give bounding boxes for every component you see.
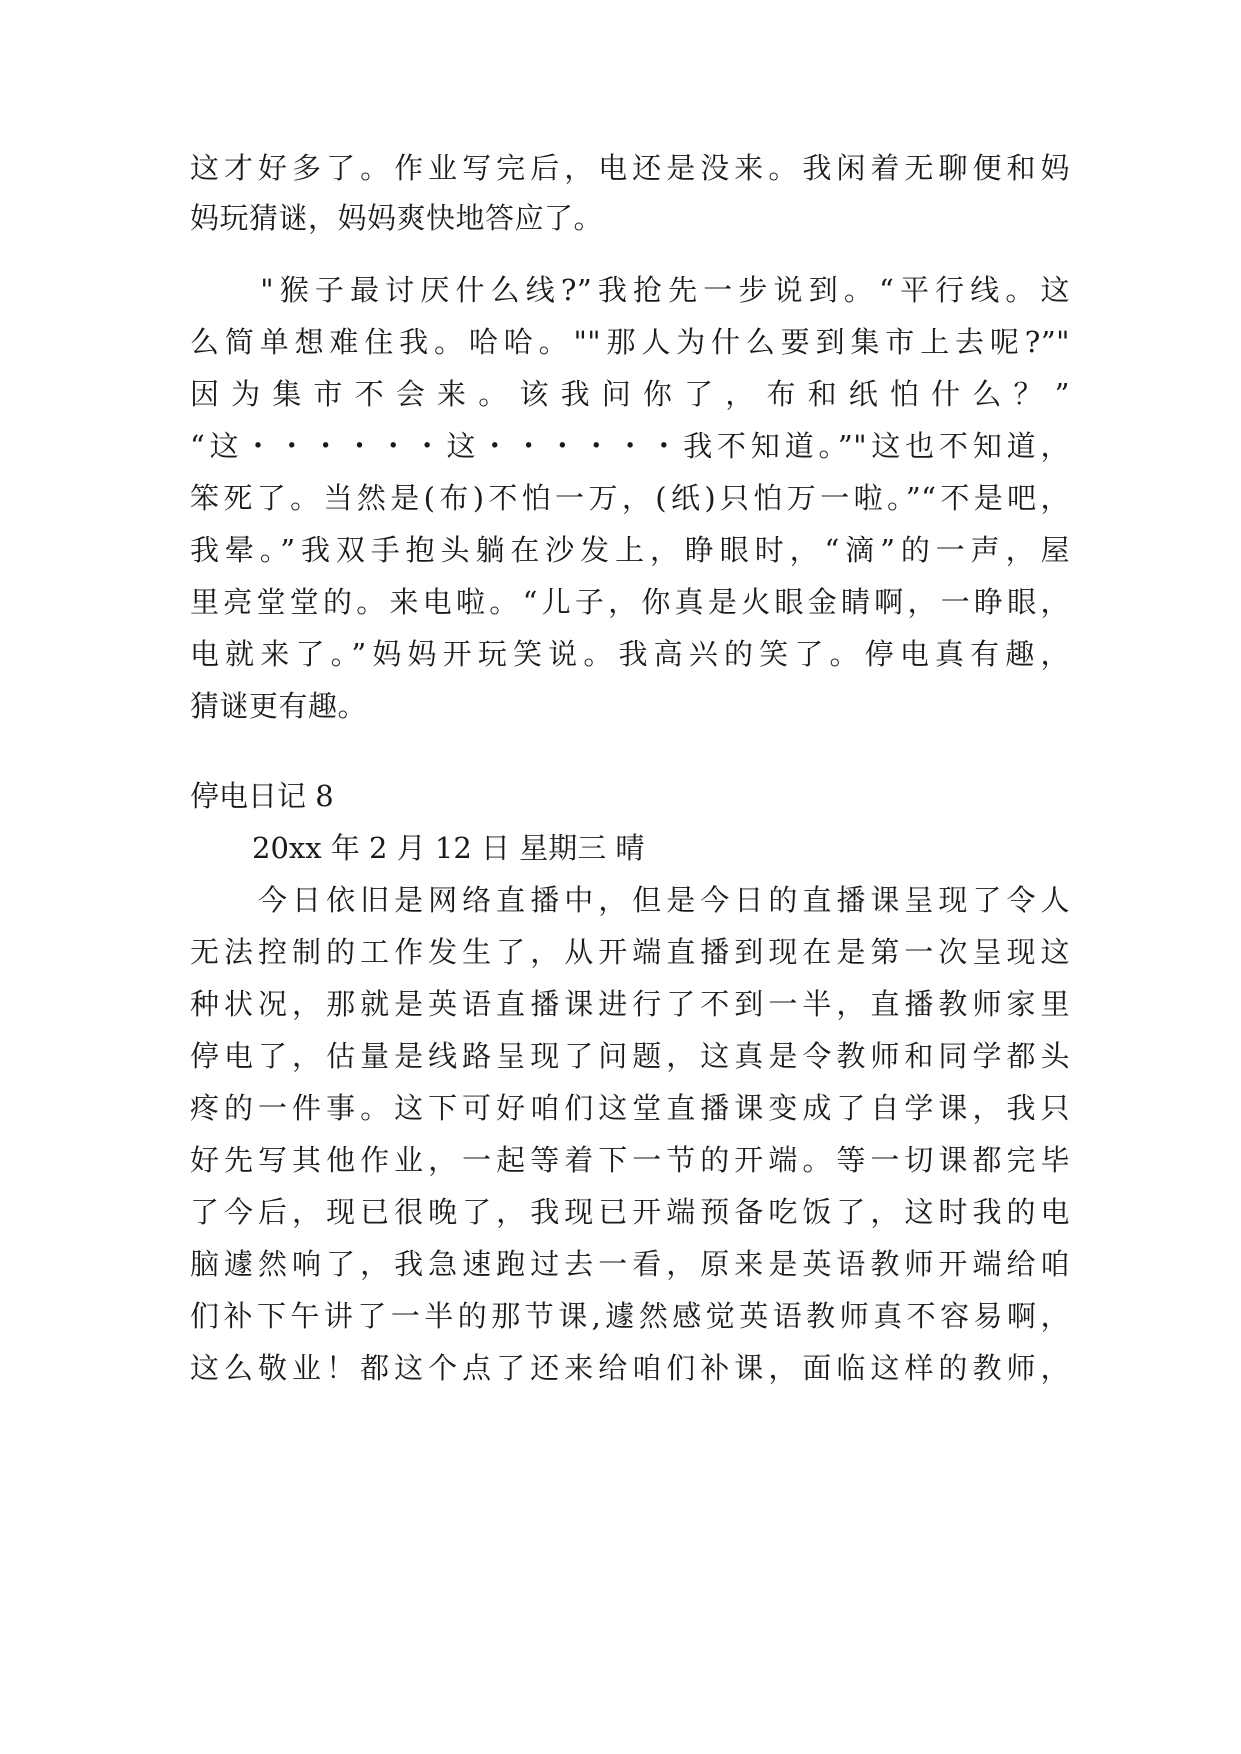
- paragraph-line: 们补下午讲了一半的那节课,遽然感觉英语教师真不容易啊，: [190, 1299, 1070, 1333]
- paragraph-line: 脑遽然响了，我急速跑过去一看，原来是英语教师开端给咱: [190, 1247, 1070, 1281]
- paragraph-line: 疼的一件事。这下可好咱们这堂直播课变成了自学课，我只: [190, 1091, 1070, 1125]
- paragraph-line: 么简单想难住我。哈哈。""那人为什么要到集市上去呢?”": [190, 325, 1070, 359]
- paragraph-line: 这才好多了。作业写完后，电还是没来。我闲着无聊便和妈: [190, 151, 1070, 185]
- paragraph-line: 这么敬业！都这个点了还来给咱们补课，面临这样的教师，: [190, 1351, 1070, 1385]
- paragraph-line: 停电了，估量是线路呈现了问题，这真是令教师和同学都头: [190, 1039, 1070, 1073]
- paragraph-line: 因为集市不会来。该我问你了，布和纸怕什么？”: [190, 377, 1070, 411]
- paragraph-line: 了今后，现已很晚了，我现已开端预备吃饭了，这时我的电: [190, 1195, 1070, 1229]
- paragraph-line: 妈玩猜谜，妈妈爽快地答应了。: [190, 201, 604, 235]
- paragraph-line: 今日依旧是网络直播中，但是今日的直播课呈现了令人: [190, 883, 1070, 917]
- date-line: 20xx 年 2 月 12 日 星期三 晴: [252, 831, 645, 865]
- paragraph-line: 好先写其他作业，一起等着下一节的开端。等一切课都完毕: [190, 1143, 1070, 1177]
- paragraph-line: 种状况，那就是英语直播课进行了不到一半，直播教师家里: [190, 987, 1070, 1021]
- paragraph-line: 无法控制的工作发生了，从开端直播到现在是第一次呈现这: [190, 935, 1070, 969]
- section-title: 停电日记 8: [190, 779, 334, 813]
- paragraph-line: 里亮堂堂的。来电啦。“儿子，你真是火眼金睛啊，一睁眼，: [190, 585, 1070, 619]
- paragraph-line: 我晕。”我双手抱头躺在沙发上，睁眼时，“滴”的一声，屋: [190, 533, 1070, 567]
- paragraph-line: "猴子最讨厌什么线?”我抢先一步说到。“平行线。这: [190, 273, 1070, 307]
- paragraph-line: “这・・・・・・这・・・・・・我不知道。”"这也不知道，: [190, 429, 1070, 463]
- paragraph-line: 笨死了。当然是(布)不怕一万，(纸)只怕万一啦。”“不是吧，: [190, 481, 1070, 515]
- paragraph-line: 电就来了。”妈妈开玩笑说。我高兴的笑了。停电真有趣，: [190, 637, 1070, 671]
- paragraph-line: 猜谜更有趣。: [190, 689, 368, 723]
